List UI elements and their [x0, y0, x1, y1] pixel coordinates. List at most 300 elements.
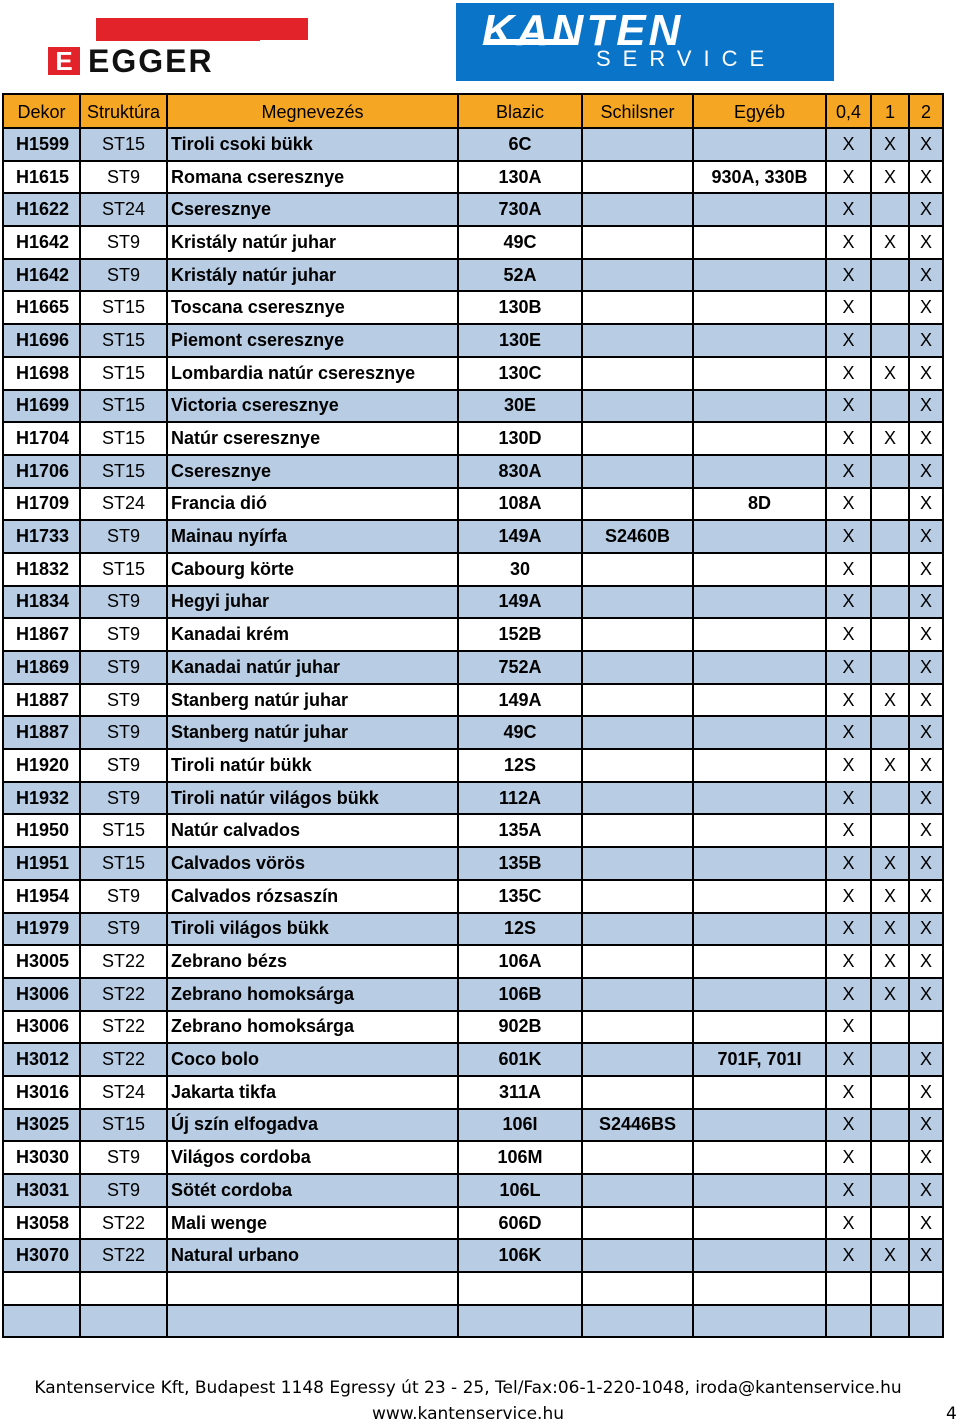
- cell-struktura: ST15: [80, 455, 167, 488]
- cell-egyeb: 930A, 330B: [693, 161, 826, 194]
- cell-megnevezes: Francia dió: [167, 488, 458, 521]
- cell-0-4: X: [826, 880, 871, 913]
- cell-egyeb: [693, 324, 826, 357]
- cell-dekor: H1887: [3, 684, 80, 717]
- cell-1: [871, 324, 909, 357]
- cell-2: X: [909, 749, 943, 782]
- kanten-service-logo: [456, 3, 834, 81]
- cell-blazic: 902B: [458, 1011, 582, 1044]
- cell-schilsner: [582, 1239, 693, 1272]
- cell-1: [871, 193, 909, 226]
- cell-megnevezes: Zebrano homoksárga: [167, 1011, 458, 1044]
- cell-dekor: H1954: [3, 880, 80, 913]
- cell-2: X: [909, 357, 943, 390]
- cell-struktura: ST9: [80, 259, 167, 292]
- cell-megnevezes: Cseresznye: [167, 193, 458, 226]
- cell-megnevezes: Cabourg körte: [167, 553, 458, 586]
- cell-dekor: H1704: [3, 422, 80, 455]
- cell-megnevezes: Hegyi juhar: [167, 586, 458, 619]
- cell-dekor: H1867: [3, 618, 80, 651]
- cell-megnevezes: Kanadai natúr juhar: [167, 651, 458, 684]
- cell-dekor: H1932: [3, 782, 80, 815]
- cell-schilsner: [582, 324, 693, 357]
- cell-1: [871, 553, 909, 586]
- cell-1: [871, 586, 909, 619]
- cell-struktura: ST9: [80, 749, 167, 782]
- cell-2: X: [909, 618, 943, 651]
- cell-schilsner: [582, 553, 693, 586]
- cell-struktura: ST9: [80, 716, 167, 749]
- cell-dekor: H1642: [3, 226, 80, 259]
- cell-struktura: ST9: [80, 782, 167, 815]
- cell-0-4: X: [826, 1174, 871, 1207]
- table-row: [3, 1305, 943, 1338]
- cell-egyeb: [693, 880, 826, 913]
- table-row: [3, 684, 943, 717]
- cell-1: X: [871, 422, 909, 455]
- cell-schilsner: [582, 1043, 693, 1076]
- cell-2: X: [909, 455, 943, 488]
- cell-megnevezes: Kristály natúr juhar: [167, 226, 458, 259]
- cell-dekor: H1979: [3, 913, 80, 946]
- cell-2: X: [909, 291, 943, 324]
- cell-megnevezes: Coco bolo: [167, 1043, 458, 1076]
- cell-struktura: ST9: [80, 226, 167, 259]
- kanten-logo-service: SERVICE: [596, 46, 777, 71]
- table-row: [3, 1076, 943, 1109]
- table-row: [3, 716, 943, 749]
- cell-blazic: 149A: [458, 684, 582, 717]
- col-header-megnevezes: Megnevezés: [167, 94, 458, 128]
- table-row: [3, 978, 943, 1011]
- cell-blazic: 311A: [458, 1076, 582, 1109]
- cell-blazic: 106B: [458, 978, 582, 1011]
- cell-egyeb: [693, 291, 826, 324]
- cell-1: [871, 1011, 909, 1044]
- cell-0-4: X: [826, 553, 871, 586]
- cell-struktura: [80, 1272, 167, 1305]
- table-row: [3, 422, 943, 455]
- cell-struktura: ST9: [80, 684, 167, 717]
- cell-megnevezes: Tiroli natúr bükk: [167, 749, 458, 782]
- table-row: [3, 193, 943, 226]
- cell-0-4: [826, 1272, 871, 1305]
- cell-blazic: 130B: [458, 291, 582, 324]
- cell-blazic: 130A: [458, 161, 582, 194]
- cell-blazic: 606D: [458, 1207, 582, 1240]
- cell-schilsner: [582, 259, 693, 292]
- cell-2: [909, 1011, 943, 1044]
- cell-egyeb: [693, 520, 826, 553]
- table-row: [3, 553, 943, 586]
- cell-megnevezes: Tiroli csoki bükk: [167, 128, 458, 161]
- table-row: [3, 880, 943, 913]
- cell-egyeb: [693, 814, 826, 847]
- cell-struktura: ST15: [80, 814, 167, 847]
- cell-egyeb: [693, 749, 826, 782]
- cell-2: X: [909, 1207, 943, 1240]
- cell-schilsner: [582, 945, 693, 978]
- cell-blazic: 130C: [458, 357, 582, 390]
- cell-0-4: X: [826, 193, 871, 226]
- cell-1: [871, 782, 909, 815]
- cell-dekor: H1709: [3, 488, 80, 521]
- cell-0-4: [826, 1305, 871, 1338]
- cell-megnevezes: Jakarta tikfa: [167, 1076, 458, 1109]
- cell-schilsner: [582, 814, 693, 847]
- cell-schilsner: S2446BS: [582, 1109, 693, 1142]
- cell-blazic: 12S: [458, 749, 582, 782]
- cell-1: X: [871, 684, 909, 717]
- cell-egyeb: 8D: [693, 488, 826, 521]
- cell-blazic: 6C: [458, 128, 582, 161]
- cell-1: [871, 1305, 909, 1338]
- cell-schilsner: [582, 291, 693, 324]
- cell-dekor: H1832: [3, 553, 80, 586]
- table-row: [3, 1207, 943, 1240]
- cell-2: X: [909, 684, 943, 717]
- cell-0-4: X: [826, 324, 871, 357]
- cell-blazic: 135B: [458, 847, 582, 880]
- cell-0-4: X: [826, 1076, 871, 1109]
- cell-egyeb: [693, 455, 826, 488]
- table-row: [3, 1011, 943, 1044]
- table-row: [3, 618, 943, 651]
- table-row: [3, 1174, 943, 1207]
- cell-2: X: [909, 193, 943, 226]
- cell-dekor: H3006: [3, 1011, 80, 1044]
- cell-egyeb: [693, 978, 826, 1011]
- footer-address: Kantenservice Kft, Budapest 1148 Egressy út 23 - 25, Tel/Fax:06-1-220-1048, iroda@kantenservice.hu: [34, 1378, 902, 1398]
- cell-schilsner: S2460B: [582, 520, 693, 553]
- cell-blazic: 601K: [458, 1043, 582, 1076]
- cell-1: X: [871, 847, 909, 880]
- cell-0-4: X: [826, 1011, 871, 1044]
- cell-1: X: [871, 128, 909, 161]
- cell-2: X: [909, 488, 943, 521]
- cell-egyeb: [693, 390, 826, 423]
- table-row: [3, 913, 943, 946]
- cell-0-4: X: [826, 1239, 871, 1272]
- cell-schilsner: [582, 1207, 693, 1240]
- cell-megnevezes: Romana cseresznye: [167, 161, 458, 194]
- col-header-schilsner: Schilsner: [582, 94, 693, 128]
- cell-dekor: H1622: [3, 193, 80, 226]
- egger-logo-text: EGGER: [88, 43, 214, 79]
- cell-blazic: 149A: [458, 520, 582, 553]
- cell-0-4: X: [826, 128, 871, 161]
- col-header-struktura: Struktúra: [80, 94, 167, 128]
- cell-1: [871, 716, 909, 749]
- cell-schilsner: [582, 913, 693, 946]
- cell-2: X: [909, 782, 943, 815]
- cell-0-4: X: [826, 1043, 871, 1076]
- cell-blazic: 106M: [458, 1141, 582, 1174]
- cell-megnevezes: [167, 1272, 458, 1305]
- cell-struktura: ST15: [80, 847, 167, 880]
- cell-1: X: [871, 749, 909, 782]
- table-row: [3, 782, 943, 815]
- cell-egyeb: [693, 618, 826, 651]
- cell-schilsner: [582, 357, 693, 390]
- cell-blazic: 149A: [458, 586, 582, 619]
- cell-blazic: 106A: [458, 945, 582, 978]
- cell-megnevezes: Mali wenge: [167, 1207, 458, 1240]
- cell-2: X: [909, 1174, 943, 1207]
- cell-2: X: [909, 1109, 943, 1142]
- cell-schilsner: [582, 684, 693, 717]
- cell-1: [871, 1174, 909, 1207]
- cell-egyeb: [693, 913, 826, 946]
- cell-struktura: ST9: [80, 520, 167, 553]
- cell-2: X: [909, 945, 943, 978]
- cell-megnevezes: Mainau nyírfa: [167, 520, 458, 553]
- cell-struktura: ST9: [80, 1174, 167, 1207]
- cell-schilsner: [582, 1141, 693, 1174]
- cell-blazic: 135C: [458, 880, 582, 913]
- cell-2: X: [909, 716, 943, 749]
- cell-dekor: H1599: [3, 128, 80, 161]
- cell-struktura: ST22: [80, 1043, 167, 1076]
- cell-egyeb: [693, 226, 826, 259]
- cell-schilsner: [582, 455, 693, 488]
- cell-0-4: X: [826, 814, 871, 847]
- cell-2: X: [909, 259, 943, 292]
- cell-2: X: [909, 324, 943, 357]
- col-header-dekor: Dekor: [3, 94, 80, 128]
- cell-schilsner: [582, 716, 693, 749]
- cell-0-4: X: [826, 1207, 871, 1240]
- cell-struktura: ST22: [80, 945, 167, 978]
- cell-struktura: ST15: [80, 422, 167, 455]
- cell-egyeb: [693, 1076, 826, 1109]
- cell-schilsner: [582, 978, 693, 1011]
- cell-dekor: H1706: [3, 455, 80, 488]
- cell-egyeb: [693, 1272, 826, 1305]
- cell-0-4: X: [826, 455, 871, 488]
- cell-schilsner: [582, 422, 693, 455]
- cell-megnevezes: Calvados vörös: [167, 847, 458, 880]
- cell-egyeb: [693, 1011, 826, 1044]
- cell-2: X: [909, 390, 943, 423]
- cell-1: X: [871, 913, 909, 946]
- cell-struktura: ST22: [80, 1011, 167, 1044]
- cell-schilsner: [582, 1174, 693, 1207]
- cell-dekor: H1887: [3, 716, 80, 749]
- cell-1: X: [871, 880, 909, 913]
- cell-egyeb: [693, 553, 826, 586]
- cell-0-4: X: [826, 422, 871, 455]
- cell-megnevezes: Natural urbano: [167, 1239, 458, 1272]
- table-row: [3, 259, 943, 292]
- cell-schilsner: [582, 193, 693, 226]
- cell-0-4: X: [826, 259, 871, 292]
- cell-dekor: H3006: [3, 978, 80, 1011]
- cell-0-4: X: [826, 978, 871, 1011]
- cell-1: X: [871, 161, 909, 194]
- table-row: [3, 324, 943, 357]
- cell-2: X: [909, 651, 943, 684]
- table-header-row: [3, 94, 943, 128]
- cell-dekor: H1920: [3, 749, 80, 782]
- cell-struktura: ST22: [80, 978, 167, 1011]
- cell-0-4: X: [826, 520, 871, 553]
- cell-dekor: H3031: [3, 1174, 80, 1207]
- cell-2: X: [909, 161, 943, 194]
- decor-table: [2, 93, 944, 1338]
- cell-egyeb: [693, 586, 826, 619]
- cell-dekor: H3070: [3, 1239, 80, 1272]
- cell-megnevezes: Piemont cseresznye: [167, 324, 458, 357]
- cell-struktura: ST9: [80, 618, 167, 651]
- cell-megnevezes: Stanberg natúr juhar: [167, 684, 458, 717]
- cell-0-4: X: [826, 226, 871, 259]
- col-header-blazic: Blazic: [458, 94, 582, 128]
- cell-dekor: H1699: [3, 390, 80, 423]
- kanten-logo-word: KANTEN: [482, 6, 684, 55]
- cell-blazic: 112A: [458, 782, 582, 815]
- cell-megnevezes: Stanberg natúr juhar: [167, 716, 458, 749]
- cell-megnevezes: Sötét cordoba: [167, 1174, 458, 1207]
- cell-2: X: [909, 1141, 943, 1174]
- cell-egyeb: [693, 1174, 826, 1207]
- cell-blazic: 106L: [458, 1174, 582, 1207]
- cell-blazic: 152B: [458, 618, 582, 651]
- cell-2: X: [909, 1239, 943, 1272]
- cell-egyeb: [693, 357, 826, 390]
- cell-1: [871, 455, 909, 488]
- cell-egyeb: [693, 1109, 826, 1142]
- cell-0-4: X: [826, 586, 871, 619]
- cell-blazic: 49C: [458, 716, 582, 749]
- table-row: [3, 488, 943, 521]
- cell-0-4: X: [826, 749, 871, 782]
- cell-2: X: [909, 553, 943, 586]
- cell-schilsner: [582, 1011, 693, 1044]
- cell-egyeb: [693, 651, 826, 684]
- cell-struktura: ST22: [80, 1239, 167, 1272]
- cell-0-4: X: [826, 684, 871, 717]
- cell-0-4: X: [826, 782, 871, 815]
- cell-schilsner: [582, 880, 693, 913]
- cell-blazic: 30: [458, 553, 582, 586]
- cell-egyeb: [693, 1305, 826, 1338]
- cell-dekor: H1951: [3, 847, 80, 880]
- cell-struktura: ST9: [80, 161, 167, 194]
- cell-0-4: X: [826, 847, 871, 880]
- col-header-0-4: 0,4: [826, 94, 871, 128]
- cell-schilsner: [582, 161, 693, 194]
- cell-egyeb: [693, 684, 826, 717]
- table-row: [3, 1141, 943, 1174]
- cell-dekor: H3058: [3, 1207, 80, 1240]
- cell-dekor: H3030: [3, 1141, 80, 1174]
- cell-struktura: ST9: [80, 586, 167, 619]
- cell-0-4: X: [826, 618, 871, 651]
- cell-1: [871, 618, 909, 651]
- cell-megnevezes: Victoria cseresznye: [167, 390, 458, 423]
- cell-blazic: 12S: [458, 913, 582, 946]
- cell-blazic: 135A: [458, 814, 582, 847]
- cell-struktura: ST15: [80, 1109, 167, 1142]
- cell-0-4: X: [826, 390, 871, 423]
- cell-megnevezes: Zebrano bézs: [167, 945, 458, 978]
- cell-egyeb: 701F, 701I: [693, 1043, 826, 1076]
- cell-dekor: H1696: [3, 324, 80, 357]
- cell-1: [871, 291, 909, 324]
- table-row: [3, 945, 943, 978]
- cell-blazic: 730A: [458, 193, 582, 226]
- table-row: [3, 1043, 943, 1076]
- cell-megnevezes: Kristály natúr juhar: [167, 259, 458, 292]
- cell-schilsner: [582, 847, 693, 880]
- cell-schilsner: [582, 749, 693, 782]
- cell-2: X: [909, 520, 943, 553]
- cell-1: X: [871, 226, 909, 259]
- cell-schilsner: [582, 1076, 693, 1109]
- table-row: [3, 128, 943, 161]
- cell-egyeb: [693, 782, 826, 815]
- cell-0-4: X: [826, 161, 871, 194]
- cell-dekor: H3016: [3, 1076, 80, 1109]
- cell-1: X: [871, 945, 909, 978]
- cell-egyeb: [693, 193, 826, 226]
- table-row: [3, 651, 943, 684]
- cell-0-4: X: [826, 1109, 871, 1142]
- table-row: [3, 161, 943, 194]
- cell-megnevezes: Toscana cseresznye: [167, 291, 458, 324]
- cell-blazic: 52A: [458, 259, 582, 292]
- cell-megnevezes: Calvados rózsaszín: [167, 880, 458, 913]
- table-row: [3, 357, 943, 390]
- table-row: [3, 291, 943, 324]
- cell-egyeb: [693, 716, 826, 749]
- cell-2: X: [909, 880, 943, 913]
- cell-2: X: [909, 847, 943, 880]
- cell-1: X: [871, 978, 909, 1011]
- cell-egyeb: [693, 1207, 826, 1240]
- cell-2: X: [909, 1043, 943, 1076]
- cell-dekor: H1698: [3, 357, 80, 390]
- cell-megnevezes: Zebrano homoksárga: [167, 978, 458, 1011]
- cell-schilsner: [582, 1272, 693, 1305]
- cell-dekor: H3025: [3, 1109, 80, 1142]
- cell-2: X: [909, 814, 943, 847]
- table-row: [3, 1272, 943, 1305]
- cell-blazic: 106I: [458, 1109, 582, 1142]
- cell-2: X: [909, 978, 943, 1011]
- cell-blazic: 830A: [458, 455, 582, 488]
- cell-0-4: X: [826, 488, 871, 521]
- cell-0-4: X: [826, 357, 871, 390]
- cell-megnevezes: Cseresznye: [167, 455, 458, 488]
- cell-dekor: [3, 1305, 80, 1338]
- cell-struktura: ST24: [80, 488, 167, 521]
- cell-egyeb: [693, 1239, 826, 1272]
- cell-struktura: ST15: [80, 128, 167, 161]
- cell-egyeb: [693, 847, 826, 880]
- cell-dekor: H1665: [3, 291, 80, 324]
- cell-blazic: 130D: [458, 422, 582, 455]
- cell-blazic: 106K: [458, 1239, 582, 1272]
- cell-dekor: H3005: [3, 945, 80, 978]
- cell-megnevezes: Tiroli natúr világos bükk: [167, 782, 458, 815]
- cell-1: [871, 1272, 909, 1305]
- egger-logo-wordmark: [48, 43, 214, 79]
- cell-blazic: [458, 1305, 582, 1338]
- cell-struktura: ST15: [80, 553, 167, 586]
- cell-0-4: X: [826, 1141, 871, 1174]
